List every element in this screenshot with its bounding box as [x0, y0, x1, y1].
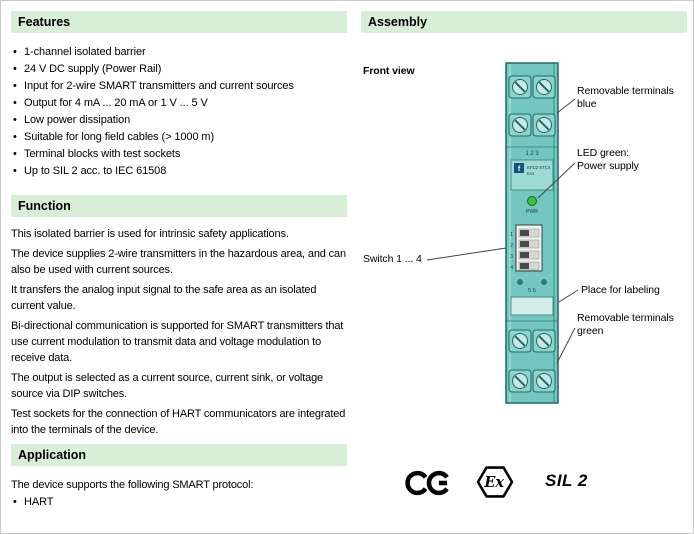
- callout-removable-terminals-blue: [577, 85, 674, 111]
- device-model-line2: Ex1: [527, 171, 535, 176]
- function-paragraph: It transfers the analog input signal to the safe area as an isolated current value.: [11, 284, 317, 312]
- dip-number: 4: [510, 265, 513, 271]
- function-section-header: [11, 195, 347, 217]
- callout-switch: Switch 1 ... 4: [363, 253, 422, 265]
- leader-terminals-blue: [557, 99, 575, 113]
- terminal-screw: [509, 114, 531, 136]
- test-socket-numbers: 5 6: [528, 288, 536, 294]
- brand-logo-letter: f: [517, 166, 521, 173]
- terminal-screw: [509, 330, 531, 352]
- callout-led-green: [577, 147, 639, 173]
- left-column: [11, 11, 347, 511]
- application-section-header: [11, 444, 347, 466]
- assembly-title: Assembly: [368, 15, 428, 29]
- sil-rating-label: SIL 2: [545, 471, 588, 490]
- leader-labeling: [559, 290, 578, 302]
- feature-item: • Up to SIL 2 acc. to IEC 61508: [11, 163, 347, 180]
- feature-item: • Output for 4 mA ... 20 mA or 1 V ... 5 V: [11, 95, 347, 112]
- assembly-section-header: [361, 11, 687, 33]
- atex-ex-mark-icon: [475, 465, 515, 499]
- test-socket: [517, 279, 523, 285]
- application-item: • HART: [11, 494, 347, 511]
- callout-line: green: [577, 325, 604, 337]
- ce-mark-icon: [405, 469, 453, 497]
- callout-line: blue: [577, 98, 597, 110]
- features-title: Features: [18, 15, 71, 29]
- leader-switch: [427, 248, 506, 260]
- leader-terminals-green: [557, 328, 575, 363]
- feature-item: • Terminal blocks with test sockets: [11, 146, 347, 163]
- features-list: [11, 44, 347, 180]
- dip-switch: [519, 262, 539, 270]
- assembly-figure: [361, 41, 687, 515]
- dip-number: 2: [510, 243, 513, 249]
- terminal-screw: [509, 370, 531, 392]
- dip-switch: [519, 229, 539, 237]
- application-title: Application: [18, 448, 87, 462]
- dip-number: 3: [510, 254, 513, 260]
- right-column: [361, 11, 687, 515]
- dip-switch: [519, 240, 539, 248]
- atex-ex-text: Ex: [484, 474, 504, 492]
- test-socket: [541, 279, 547, 285]
- function-paragraph: Test sockets for the connection of HART communicators are integrated into the terminals of the device.: [11, 408, 346, 436]
- terminal-screw: [533, 330, 555, 352]
- callout-place-for-labeling: Place for labeling: [581, 284, 660, 296]
- function-title: Function: [18, 199, 71, 213]
- device-drawing: [506, 63, 558, 403]
- function-text: [11, 226, 347, 438]
- feature-item: • 24 V DC supply (Power Rail): [11, 61, 347, 78]
- dip-number: 1: [510, 232, 513, 238]
- device-model-line1: KFD2-STC4: [527, 165, 551, 170]
- application-list: [11, 494, 347, 511]
- terminal-screw: [533, 76, 555, 98]
- features-section-header: [11, 11, 347, 33]
- feature-item: • Suitable for long field cables (> 1000 m): [11, 129, 347, 146]
- feature-item: • 1-channel isolated barrier: [11, 44, 347, 61]
- function-paragraph: The device supplies 2-wire transmitters in the hazardous area, and can also be used with current sources.: [11, 248, 346, 276]
- callout-line: Power supply: [577, 160, 639, 172]
- device-label-area: [511, 160, 553, 190]
- labeling-strip: [511, 297, 553, 315]
- application-intro: The device supports the following SMART protocol:: [11, 479, 254, 491]
- dip-switch: [519, 251, 539, 259]
- terminal-screw: [533, 114, 555, 136]
- feature-item: • Low power dissipation: [11, 112, 347, 129]
- power-led-label: PWR: [526, 209, 538, 215]
- callout-line: Removable terminals: [577, 85, 674, 97]
- function-paragraph: Bi-directional communication is supported for SMART transmitters that use current modulation to transmit data and voltage modulation to receive data.: [11, 320, 344, 364]
- device-front-view-figure: [361, 41, 687, 515]
- terminal-screw: [509, 76, 531, 98]
- callout-removable-terminals-green: [577, 312, 674, 338]
- power-led-indicator: [528, 197, 537, 206]
- terminal-screw: [533, 370, 555, 392]
- feature-item: • Input for 2-wire SMART transmitters and current sources: [11, 78, 347, 95]
- front-view-label: Front view: [363, 65, 415, 77]
- terminal-numbers-top: 1 2 3: [525, 151, 539, 157]
- callout-line: LED green:: [577, 147, 630, 159]
- callout-line: Removable terminals: [577, 312, 674, 324]
- function-paragraph: The output is selected as a current source, current sink, or voltage source via DIP switches.: [11, 372, 324, 400]
- function-paragraph: This isolated barrier is used for intrinsic safety applications.: [11, 228, 289, 240]
